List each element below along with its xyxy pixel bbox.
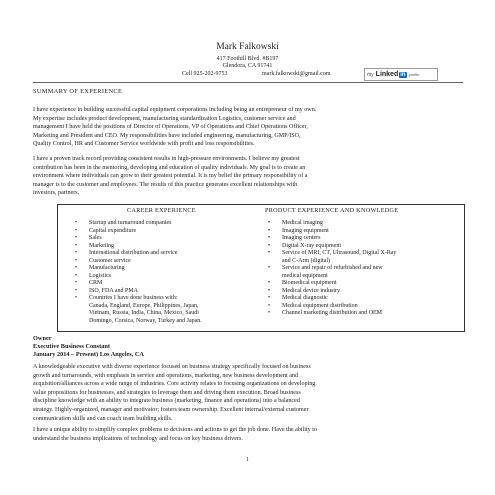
paragraph-line: value propositions for businesses, and strategies to leverage them and driving them execution. Broad business (33, 389, 301, 396)
bullet-icon: • (75, 280, 78, 286)
list-item-text: Digital X-ray equipment (282, 242, 341, 249)
list-item (75, 228, 255, 236)
paragraph-line: acquisition/alliances across a wide range of industries. Core activity relates to focusing organizations on developing (33, 381, 316, 388)
paragraph-line: discipline knowledge with an ability to integrate business (marketing, finance and operations) into a balanced (33, 398, 300, 405)
address-line-2: Glendora, CA 91741 (222, 63, 273, 69)
bullet-icon: • (75, 265, 78, 271)
list-item-text: Manufacturing (89, 265, 125, 271)
bullet-icon: • (268, 280, 271, 286)
list-item (268, 280, 460, 288)
bullet-icon: • (75, 220, 78, 226)
list-item-text: Imaging centers (282, 235, 321, 241)
list-item (268, 250, 460, 265)
linkedin-my-label: my (367, 71, 374, 78)
list-item (75, 250, 255, 258)
linkedin-profile-label: profile (408, 72, 420, 77)
linkedin-in-icon: in (400, 71, 406, 78)
paragraph-line: I have experience in building successful capital equipment corporations including being an entrepreneur of my own. (33, 107, 317, 113)
bullet-icon: • (268, 220, 271, 226)
page-number: 1 (246, 457, 249, 463)
paragraph-line: Marketing and President and CEO. My responsibilities have included engineering, manufacturing, GMP/ISO, (33, 132, 301, 139)
paragraph-line: environment where individuals can grow to their greatest potential. It is my belief the primary responsibility of a (33, 173, 308, 180)
paragraph-line: investors, partners. (33, 190, 80, 197)
list-item-text: Logistics (89, 272, 111, 279)
list-item-text: Imaging equipment (282, 227, 329, 234)
paragraph-line: Quality Control, HR and Customer Service worldwide with profit and loss responsibilities. (33, 141, 255, 148)
list-item (75, 243, 255, 251)
list-item-text: and C-Arm (digital) (282, 257, 330, 264)
list-item-text: Capital expenditure (89, 227, 137, 234)
list-item-text: Marketing (89, 242, 114, 249)
paragraph-line: management I have held the positions of Director of Operations, VP of Operations and Chief Operations Officer, (33, 124, 308, 131)
paragraph-line: growth and turnarounds, with emphasis in service and operations, marketing, new business development and (33, 372, 299, 379)
bullet-icon: • (268, 302, 271, 309)
list-item-text: Sales (89, 235, 102, 241)
list-item (75, 288, 255, 296)
list-item (75, 265, 255, 273)
product-experience-heading: PRODUCT EXPERIENCE AND KNOWLEDGE (265, 207, 399, 214)
summary-paragraph-1 (33, 106, 465, 149)
list-item-text: Domingo, Corsica, Norway, Turkey and Japan. (89, 317, 202, 324)
paragraph-line: understand the business implications of technology and focus on key business drivers. (33, 435, 243, 442)
list-item-text: Vietnam, Russia, India, China, Mexico, Saudi (89, 310, 199, 316)
list-item (268, 220, 460, 228)
list-item-text: Medical diagnostic (282, 295, 328, 301)
list-item (75, 258, 255, 266)
paragraph-line: manager is to the customer and employees. The results of this practice generates excellent relationships with (33, 181, 298, 188)
career-experience-heading: CAREER EXPERIENCE (127, 207, 196, 214)
experience-paragraph-1 (33, 363, 465, 423)
bullet-icon: • (75, 242, 78, 249)
address-line-1: 417 Foothill Blvd. #B197 (216, 56, 279, 62)
career-list (75, 220, 255, 325)
summary-paragraph-2 (33, 155, 465, 198)
list-item-text: International distribution and service (89, 250, 178, 256)
list-item (75, 220, 255, 228)
list-item (268, 288, 460, 296)
header-divider (33, 82, 463, 83)
list-item-text: medical equipment (282, 272, 328, 279)
list-item (268, 303, 460, 311)
product-list (268, 220, 460, 318)
list-item-text: CRM (89, 280, 103, 286)
list-item-text: Medical device industry (282, 287, 340, 294)
list-item-text: Service of MRI, CT, Ultrasound, Digital X-Ray (282, 250, 397, 256)
bullet-icon: • (75, 295, 78, 301)
summary-heading: SUMMARY OF EXPERIENCE (33, 88, 123, 95)
list-item (268, 295, 460, 303)
list-item (75, 295, 255, 325)
paragraph-line: communication skills and can coach team building skills. (33, 415, 173, 422)
bullet-icon: • (75, 272, 78, 279)
list-item (268, 265, 460, 280)
bullet-icon: • (268, 265, 271, 271)
list-item-text: Medical equipment distribution (282, 302, 358, 309)
bullet-icon: • (75, 227, 78, 234)
candidate-name: Mark Falkowski (216, 42, 279, 52)
job-role: Owner (33, 335, 52, 342)
bullet-icon: • (75, 257, 78, 264)
bullet-icon: • (268, 227, 271, 234)
bullet-icon: • (268, 295, 271, 301)
bullet-icon: • (75, 235, 78, 241)
linkedin-wordmark: Linked (375, 71, 399, 78)
list-item (75, 235, 255, 243)
experience-paragraph-2 (33, 426, 465, 443)
paragraph-line: A knowledgeable executive with diverse experience focused on business strategy specifically focused on business (33, 364, 311, 370)
list-item-text: Medical imaging (282, 220, 323, 226)
bullet-icon: • (268, 235, 271, 241)
list-item (75, 273, 255, 281)
cell-phone: Cell 925-202-9753 (182, 71, 228, 77)
list-item-text: Canada, England, Europe, Philippines, Japan, (89, 302, 199, 309)
list-item (268, 243, 460, 251)
paragraph-line: contribution has been in the mentoring, developing and education of quality individuals. My goal is to create an (33, 164, 306, 171)
job-dates-location: January 2014 – Present) Los Angeles, CA (33, 351, 144, 358)
bullet-icon: • (268, 250, 271, 256)
bullet-icon: • (268, 242, 271, 249)
list-item-text: Biomedical equipment (282, 280, 337, 286)
list-item-text: Customer service (89, 257, 131, 264)
list-item-text: ISO, FDA and PMA (89, 287, 139, 294)
bullet-icon: • (75, 250, 78, 256)
job-title: Executive Business Constant (33, 343, 110, 350)
linkedin-profile-badge[interactable] (364, 68, 438, 81)
list-item-text: Service and repair of refurbished and new (282, 265, 383, 271)
paragraph-line: I have a proven track record providing consistent results in high-pressure environments. I believe my greatest (33, 156, 300, 162)
list-item-text: Countries I have done business with: (89, 295, 178, 301)
list-item (268, 235, 460, 243)
paragraph-line: strategy. Highly-organized, manager and motivator; fosters team ownership. Excellent internal/external customer (33, 406, 309, 413)
list-item-text: Channel marketing distribution and OEM (282, 310, 382, 316)
list-item (268, 310, 460, 318)
bullet-icon: • (75, 287, 78, 294)
paragraph-line: My expertise includes product development, manufacturing standardization Logistics, customer service and (33, 115, 296, 122)
list-item-text: Startup and turnaround companies (89, 220, 172, 226)
bullet-icon: • (268, 310, 271, 316)
paragraph-line: I have a unique ability to simplify complex problems to decisions and actions to get the job done. Have the ability to (33, 427, 317, 433)
bullet-icon: • (268, 287, 271, 294)
list-item (268, 228, 460, 236)
email-address[interactable]: mark.falkowski@gmail.com (262, 71, 331, 77)
list-item (75, 280, 255, 288)
